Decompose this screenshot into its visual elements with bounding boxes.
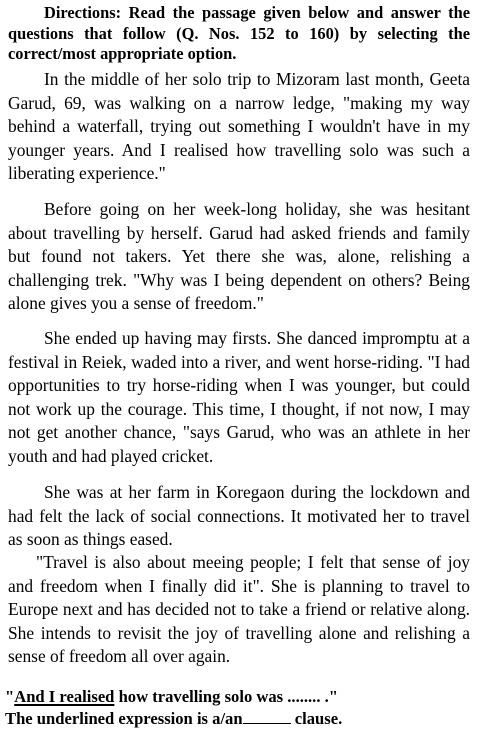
quote-rest: how travelling solo was ........ ."	[114, 687, 338, 706]
underlined-expression: And I realised	[14, 687, 115, 706]
directions-text: Directions: Read the passage given below and answer the questions that follow (Q. Nos. 152 to 160) by selecting the correct/most appropriate option.	[8, 3, 470, 63]
question-block	[5, 686, 475, 730]
passage-paragraph-3: She ended up having may firsts. She danced impromptu at a festival in Reiek, waded into a river, and went horse-riding. "I had opportunities to try horse-riding when I was younger, but could not work up the courage. This time, I thought, if not now, I may not get another chance, "says Garud, who was an athlete in her youth and had played cricket.	[8, 328, 470, 466]
question-prompt-line	[5, 708, 475, 730]
question-prompt-end: clause.	[290, 709, 343, 728]
passage-paragraph-5: "Travel is also about meeing people; I felt that sense of joy and freedom when I finally did it". She is planning to travel to Europe next and has decided not to take a friend or relative along. She intends to revisit the joy of travelling alone and relishing a sense of freedom all over again.	[8, 552, 470, 667]
passage-paragraph-1: In the middle of her solo trip to Mizoram last month, Geeta Garud, 69, was walking on a narrow ledge, "making my way behind a waterfall, trying out something I wouldn't have in my younger years. And I realised how travelling solo was such a liberating experience."	[8, 69, 470, 184]
open-quote: "	[5, 687, 15, 706]
question-quote-line	[5, 686, 475, 708]
passage-paragraph-2: Before going on her week-long holiday, she was hesitant about travelling by herself. Garud had asked friends and family but found not takers. Yet there she was, alone, relishing a challenging trek. "Why was I being dependent on others? Being alone gives you a sense of freedom."	[8, 199, 470, 314]
passage-paragraph-4: She was at her farm in Koregaon during the lockdown and had felt the lack of social connections. It motivated her to travel as soon as things eased.	[8, 482, 470, 550]
answer-blank	[243, 709, 291, 724]
question-prompt: The underlined expression is a/an	[5, 709, 243, 728]
